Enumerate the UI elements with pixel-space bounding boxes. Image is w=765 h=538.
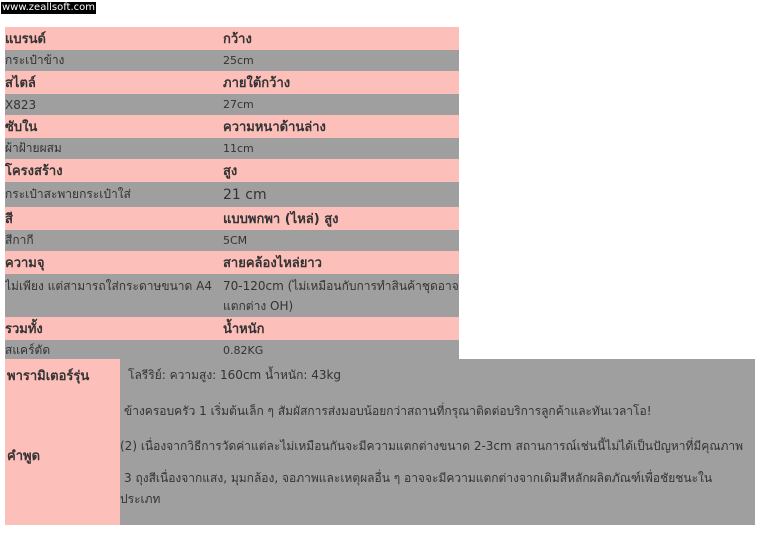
spec-value: 27cm <box>223 98 254 111</box>
note-3: 3 ถุงสีเนื่องจากแสง, มุมกล้อง, จอภาพและเหตุผลอื่น ๆ อาจจะมีความแตกต่างจากเดิมสีหลักผลิตภัณฑ์เพื่อชัยชนะในประเภท <box>120 471 713 506</box>
spec-value: 70-120cm (ไม่เหมือนกับการทำสินค้าชุดอาจแตกต่าง OH) <box>223 279 459 313</box>
spec-label: แบบพกพา (ไหล่) สูง <box>223 212 339 227</box>
watermark-text: www.zeallsoft.com <box>2 2 96 13</box>
spec-label: ความหนาด้านล่าง <box>223 120 326 135</box>
table-row <box>5 71 459 94</box>
notes-section <box>5 359 755 525</box>
spec-value: สีกากี <box>5 233 34 247</box>
table-row <box>5 182 459 207</box>
table-row <box>5 230 459 251</box>
param-label: พารามิเตอร์รุ่น <box>7 369 90 384</box>
spec-value: กระเป๋าข้าง <box>5 53 65 67</box>
spec-label: สี <box>5 212 13 227</box>
notes-label-column <box>5 359 120 525</box>
spec-label: กว้าง <box>223 32 252 47</box>
spec-value: 5CM <box>223 234 248 247</box>
spec-label: โครงสร้าง <box>5 164 63 179</box>
spec-value: 0.82KG <box>223 344 264 357</box>
note-2: (2) เนื่องจากวิธีการวัดค่าแต่ละไม่เหมือนกันจะมีความแตกต่างขนาด 2-3cm สถานการณ์เช่นนี้ไม่ได้เป็นปัญหาที่มีคุณภาพ <box>120 439 744 453</box>
spec-value: 25cm <box>223 54 254 67</box>
spec-table <box>5 27 459 361</box>
spec-label: สไตล์ <box>5 76 36 91</box>
table-row <box>5 50 459 71</box>
spec-label: น้ำหนัก <box>223 322 265 337</box>
spec-value: ไม่เพียง แต่สามารถใส่กระดาษขนาด A4 <box>5 279 212 293</box>
table-row <box>5 340 459 361</box>
table-row <box>5 274 459 317</box>
spec-label: ความจุ <box>5 256 45 271</box>
notes-text-column <box>120 359 755 525</box>
spec-label: สูง <box>223 164 238 179</box>
spec-value: กระเป๋าสะพายกระเป๋าใส่ <box>5 187 131 201</box>
spec-value: สแคร์ตัด <box>5 343 51 357</box>
spec-value: X823 <box>5 97 37 112</box>
table-row <box>5 27 459 50</box>
table-row <box>5 251 459 274</box>
spec-value: ผ้าฝ้ายผสม <box>5 141 62 155</box>
spec-value: 11cm <box>223 142 254 155</box>
spec-label: รวมทั้ง <box>5 322 43 337</box>
spec-label: แบรนด์ <box>5 32 46 47</box>
table-row <box>5 317 459 340</box>
spec-value: 21 cm <box>223 186 267 203</box>
table-row <box>5 207 459 230</box>
spec-label: สายคล้องไหล่ยาว <box>223 256 322 271</box>
spec-label: ภายใต้กว้าง <box>223 76 291 91</box>
quote-label: คำพูด <box>7 449 41 464</box>
spec-label: ซับใน <box>5 120 38 135</box>
note-1: ข้างครอบครัว 1 เริ่มต้นเล็ก ๆ สัมผัสการส่งมอบน้อยกว่าสถานที่กรุณาติดต่อบริการลูกค้าและทันเวลาโอ! <box>124 404 652 418</box>
table-row <box>5 138 459 159</box>
table-row <box>5 115 459 138</box>
table-row <box>5 94 459 115</box>
param-text: โลรีริย์: ความสูง: 160cm น้ำหนัก: 43kg <box>128 368 342 382</box>
table-row <box>5 159 459 182</box>
